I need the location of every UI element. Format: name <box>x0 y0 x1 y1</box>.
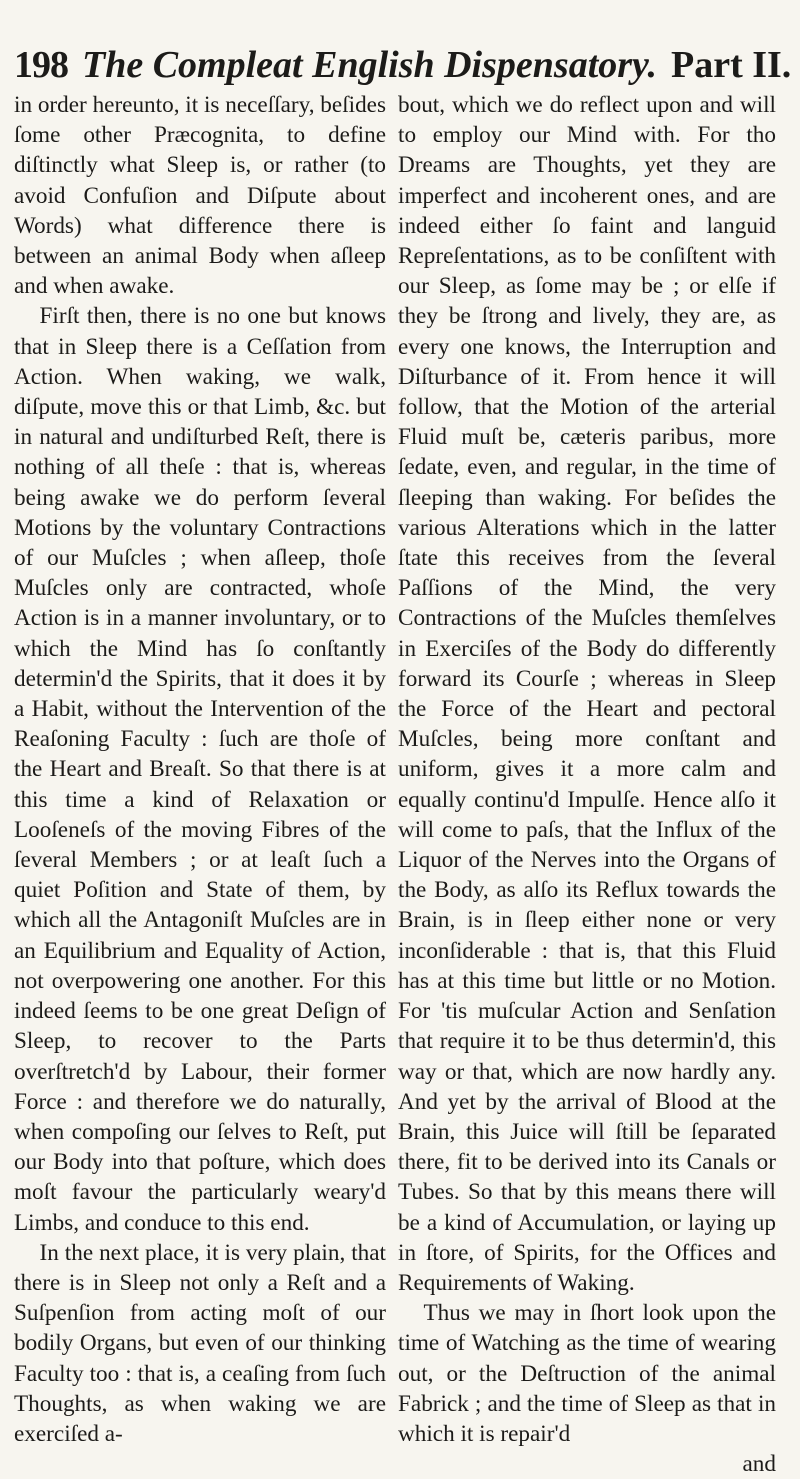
catchword: and <box>742 1451 776 1478</box>
paragraph: Firſt then, there is no one but knows that in Sleep there is a Ceſſation from Action. When waking, we walk, diſpute, move this or that Limb, &c. but in natural and undiſturbed Reſt, there is nothing of all theſe : that is, whereas being awake we do perform ſeveral Motions by the voluntary Contractions of our Muſcles ; when aſleep, thoſe Muſcles only are contracted, whoſe Action is in a manner involuntary, or to which the Mind has ſo conſtantly determin'd the Spirits, that it does it by a Habit, without the Intervention of the Reaſoning Faculty : ſuch are thoſe of the Heart and Breaſt. So that there is at this time a kind of Relaxation or Looſeneſs of the moving Fibres of the ſeveral Members ; or at leaſt ſuch a quiet Poſition and State of them, by which all the Antagoniſt Muſcles are in an Equilibrium and Equality of Action, not overpowering one another. For this indeed ſeems to be one great Deſign of Sleep, to recover to the Parts overſtretch'd by Labour, their former Force : and therefore we do naturally, when compoſing our ſelves to Reſt, put our Body into that poſture, which does moſt favour the particularly weary'd Limbs, and conduce to this end. <box>14 303 386 1236</box>
part-label: Part II. <box>671 44 792 86</box>
paragraph: in order hereunto, it is neceſſary, beſides ſome other Præcognita, to define diſtinctly what Sleep is, or rather (to avoid Confuſion and Diſpute about Words) what difference there is between an animal Body when aſleep and when awake. <box>14 92 386 300</box>
running-title: The Compleat English Dispensatory. <box>82 44 657 86</box>
page-header <box>14 40 792 90</box>
right-column <box>398 90 776 1479</box>
page-number: 198 <box>14 44 68 86</box>
paragraph: bout, which we do reflect upon and will to employ our Mind with. For tho Dreams are Thoughts, yet they are imperfect and incoherent ones, and are indeed either ſo faint and languid Repreſentations, as to be conſiſtent with our Sleep, as ſome may be ; or elſe if they be ſtrong and lively, they are, as every one knows, the Interruption and Diſturbance of it. From hence it will follow, that the Motion of the arterial Fluid muſt be, cæteris paribus, more ſedate, even, and regular, in the time of ſleeping than waking. For beſides the various Alterations which in the latter ſtate this receives from the ſeveral Paſſions of the Mind, the very Contractions of the Muſcles themſelves in Exerciſes of the Body do differently forward its Courſe ; whereas in Sleep the Force of the Heart and pectoral Muſcles, being more conſtant and uniform, gives it a more calm and equally continu'd Impulſe. Hence alſo it will come to paſs, that the Influx of the Liquor of the Nerves into the Organs of the Body, as alſo its Reflux towards the Brain, is in ſleep either none or very inconſiderable : that is, that this Fluid has at this time but little or no Motion. For 'tis muſcular Action and Senſation that require it to be thus determin'd, this way or that, which are now hardly any. And yet by the arrival of Blood at the Brain, this Juice will ſtill be ſeparated there, fit to be derived into its Canals or Tubes. So that by this means there will be a kind of Accumulation, or laying up in ſtore, of Spirits, for the Offices and Requirements of Waking. <box>398 92 776 1296</box>
paragraph: In the next place, it is very plain, that there is in Sleep not only a Reſt and a Suſpenſion from acting moſt of our bodily Organs, but even of our thinking Faculty too : that is, a ceaſing from ſuch Thoughts, as when waking we are exerciſed a- <box>14 1239 386 1447</box>
paragraph: Thus we may in ſhort look upon the time of Watching as the time of wearing out, or the Deſtruction of the animal Fabrick ; and the time of Sleep as that in which it is repair'd <box>398 1300 776 1447</box>
left-column <box>14 90 386 1449</box>
